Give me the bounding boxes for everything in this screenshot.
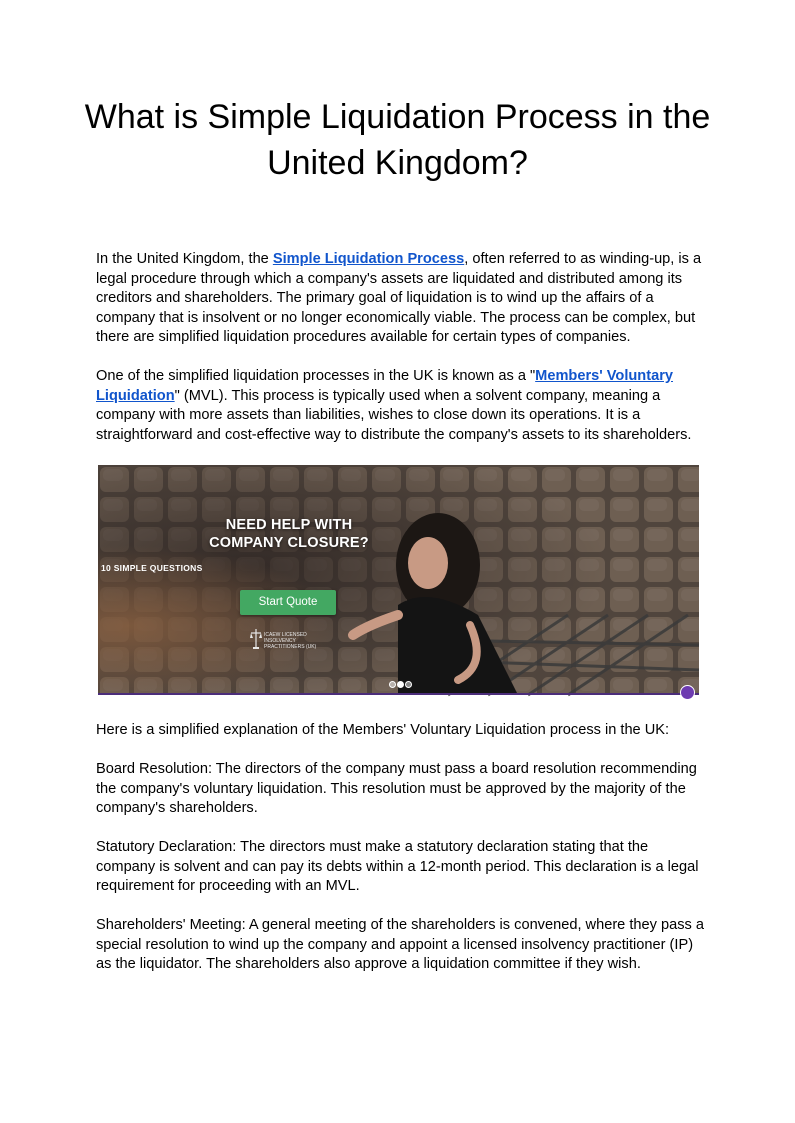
explanation-intro: Here is a simplified explanation of the Members' Voluntary Liquidation process in the UK: — [96, 722, 670, 738]
banner-title-line2: COMPANY CLOSURE? — [209, 535, 369, 551]
shareholders-meeting-paragraph: Shareholders' Meeting: A general meeting of the shareholders is convened, where they pass a special resolution to wind up the company and appoint a licensed insolvency practitioner (IP) as the liquidator. The shareholders also approve a liquidation committee if they wish. — [96, 917, 704, 972]
mvl-link[interactable]: Members' Voluntary Liquidation — [96, 368, 673, 404]
simple-liquidation-link[interactable]: Simple Liquidation Process — [272, 251, 465, 267]
banner-subtitle: WITH 10 SIMPLE QUESTIONS — [75, 563, 203, 573]
intro-text-after: , often referred to as winding-up, is a legal procedure through which a company's assets are liquidated and distributed among its creditors and shareholders. The primary goal of liquidation is to wind up the affairs of a company that is insolvent or no longer economically viable. The process can be complex, but there are simplified liquidation procedures available for certain types of companies. — [96, 251, 702, 345]
carousel-dot-active[interactable] — [397, 681, 404, 688]
mvl-text-after: " (MVL). This process is typically used when a solvent company, meaning a company with more assets than liabilities, wishes to close down its operations. It is a straightforward and cost-effective way to distribute the company's assets to its shareholders. — [96, 387, 692, 443]
board-resolution-paragraph: Board Resolution: The directors of the company must pass a board resolution recommending the company's voluntary liquidation. This resolution must be approved by the majority of the company's shareholders. — [96, 761, 697, 816]
carousel-dot[interactable] — [389, 681, 396, 688]
icaew-logo-text: ICAEW LICENSED INSOLVENCY PRACTITIONERS (UK) — [264, 632, 317, 650]
statutory-declaration-paragraph: Statutory Declaration: The directors must make a statutory declaration stating that the company is solvent and can pay its debts within a 12-month period. This declaration is a legal requirement for proceeding with an MVL. — [96, 839, 699, 894]
intro-text-before: In the United Kingdom, the — [96, 251, 273, 267]
banner-photo — [98, 465, 699, 695]
page-title: What is Simple Liquidation Process in the United Kingdom? — [84, 98, 711, 182]
chat-bubble-icon[interactable] — [680, 685, 695, 700]
scales-of-justice-icon — [250, 628, 262, 650]
banner-title-line1: NEED HELP WITH — [225, 517, 353, 533]
carousel-dot[interactable] — [405, 681, 412, 688]
intro-paragraph — [96, 250, 706, 348]
company-closure-banner[interactable] — [75, 465, 699, 695]
mvl-text-before: One of the simplified liquidation processes in the UK is known as a " — [96, 368, 536, 384]
mvl-paragraph — [96, 367, 706, 445]
start-quote-button[interactable]: Start Quote — [240, 590, 336, 615]
banner-bottom-strip — [98, 693, 699, 695]
